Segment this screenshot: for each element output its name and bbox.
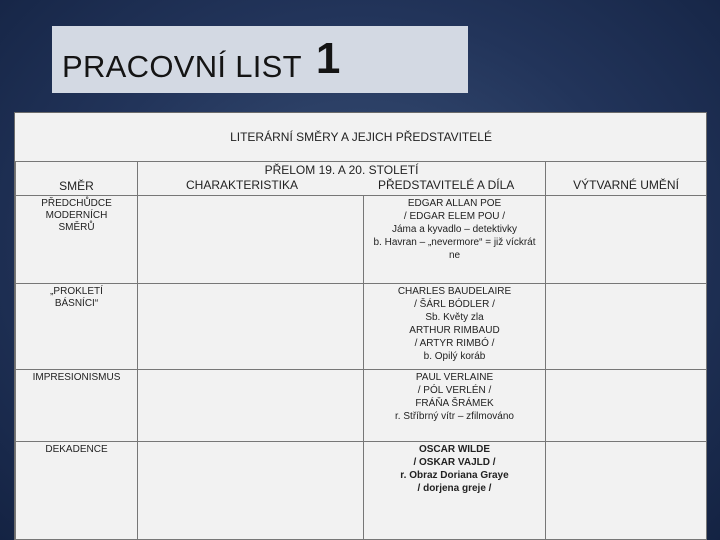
column-header-characteristics: CHARAKTERISTIKA	[186, 177, 299, 192]
row-direction-cell	[16, 195, 138, 283]
works-cell	[364, 441, 546, 539]
row-direction-cell	[16, 283, 138, 369]
column-header-representatives: PŘEDSTAVITELÉ A DÍLA	[378, 177, 515, 192]
table-row	[16, 283, 707, 369]
works-line: Sb. Květy zla	[425, 311, 484, 323]
direction-line: PŘEDCHŮDCE	[41, 197, 112, 209]
works-line: EDGAR ALLAN POE	[407, 197, 502, 209]
characteristics-cell[interactable]	[138, 283, 364, 369]
works-line: CHARLES BAUDELAIRE	[397, 285, 512, 297]
art-cell[interactable]	[546, 195, 707, 283]
art-cell[interactable]	[546, 283, 707, 369]
direction-line: MODERNÍCH	[45, 209, 108, 221]
table-row	[16, 195, 707, 283]
direction-line: „PROKLETÍ	[50, 285, 103, 297]
works-cell	[364, 195, 546, 283]
row-direction-cell	[16, 369, 138, 441]
works-line: r. Stříbrný vítr – zfilmováno	[395, 410, 514, 422]
direction-line: DEKADENCE	[45, 443, 108, 455]
direction-line: SMĚRŮ	[58, 221, 95, 233]
works-line: b. Havran – „nevermore“ = již víckrát	[373, 236, 536, 248]
works-line: / ARTYR RIMBÓ /	[414, 337, 495, 349]
works-line: / EDGAR ELEM POU /	[403, 210, 506, 222]
works-line: OSCAR WILDE	[418, 443, 491, 455]
art-cell[interactable]	[546, 369, 707, 441]
works-line: / OSKAR VAJLD /	[413, 456, 496, 468]
direction-line: BÁSNÍCI“	[54, 297, 99, 309]
works-cell	[364, 369, 546, 441]
characteristics-cell[interactable]	[138, 441, 364, 539]
table-row	[16, 369, 707, 441]
works-line: b. Opilý koráb	[423, 350, 486, 362]
worksheet	[14, 112, 707, 540]
period-header	[138, 161, 546, 195]
works-line: / dorjena greje /	[417, 482, 492, 494]
works-line: r. Obraz Doriana Graye	[400, 469, 509, 481]
works-line: PAUL VERLAINE	[415, 371, 494, 383]
art-cell[interactable]	[546, 441, 707, 539]
works-line: ARTHUR RIMBAUD	[409, 324, 500, 336]
direction-line: IMPRESIONISMUS	[32, 371, 121, 383]
literary-movements-table	[15, 113, 707, 540]
slide-title: PRACOVNÍ LIST	[62, 48, 302, 84]
row-direction-cell	[16, 441, 138, 539]
works-line: FRÁŇA ŠRÁMEK	[415, 397, 494, 409]
characteristics-cell[interactable]	[138, 369, 364, 441]
table-heading: LITERÁRNÍ SMĚRY A JEJICH PŘEDSTAVITELÉ	[16, 113, 707, 161]
works-line: ne	[448, 249, 461, 261]
slide-title-box	[52, 26, 468, 93]
works-line: / ŠÁRL BÓDLER /	[414, 298, 495, 310]
works-line: / PÓL VERLÉN /	[417, 384, 492, 396]
characteristics-cell[interactable]	[138, 195, 364, 283]
period-label: PŘELOM 19. A 20. STOLETÍ	[264, 162, 419, 177]
table-row	[16, 441, 707, 539]
works-cell	[364, 283, 546, 369]
column-header-art: VÝTVARNÉ UMĚNÍ	[546, 161, 707, 195]
works-line: Jáma a kyvadlo – detektivky	[391, 223, 518, 235]
column-header-direction: SMĚR	[16, 161, 138, 195]
slide-title-number: 1	[315, 33, 341, 83]
